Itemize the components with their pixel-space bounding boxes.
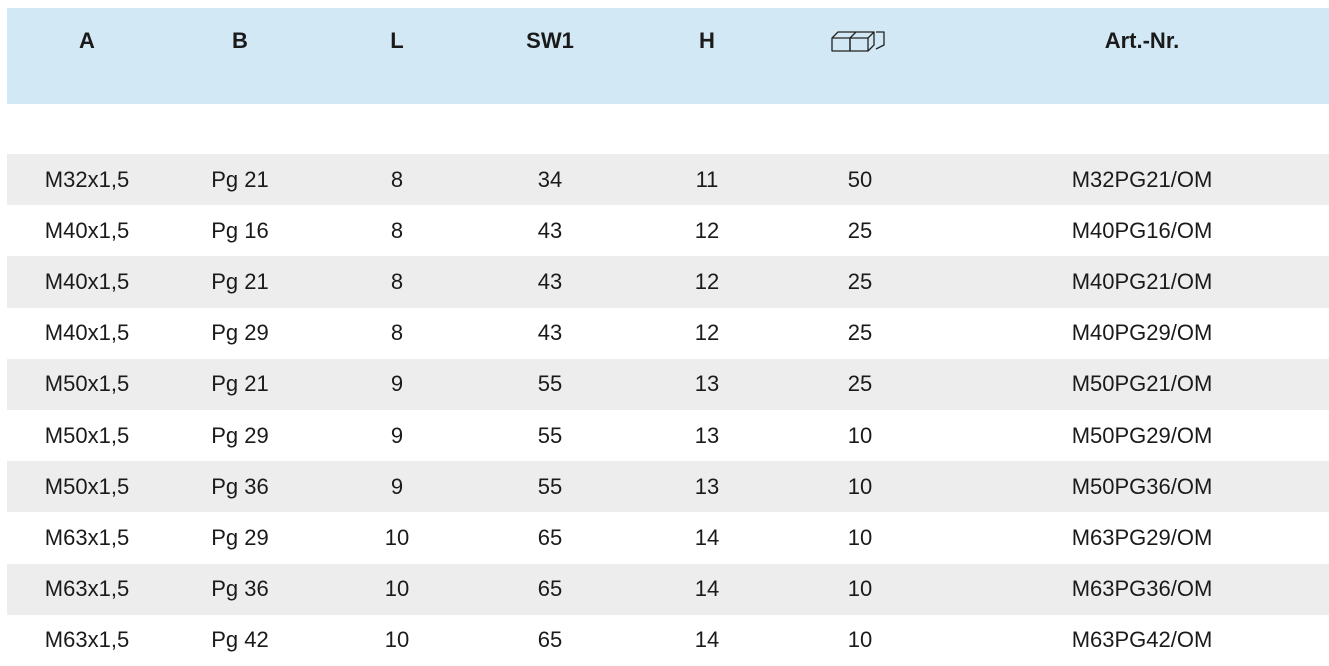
cell-sw1: 65 xyxy=(537,627,563,653)
cell-a: M63x1,5 xyxy=(44,627,130,653)
cell-l: 10 xyxy=(384,576,410,602)
cell-art-nr: M40PG29/OM xyxy=(1071,320,1213,346)
cell-qty: 10 xyxy=(847,627,873,653)
cell-sw1: 55 xyxy=(537,422,563,448)
cell-art-nr: M63PG29/OM xyxy=(1071,524,1213,550)
cell-qty: 50 xyxy=(847,166,873,192)
cell-a: M40x1,5 xyxy=(44,320,130,346)
cell-h: 12 xyxy=(694,320,720,346)
table-body xyxy=(7,154,1329,666)
cell-h: 13 xyxy=(694,473,720,499)
table-row xyxy=(7,564,1329,615)
table-row xyxy=(7,308,1329,359)
cell-b: Pg 21 xyxy=(211,268,269,294)
table-row xyxy=(7,615,1329,666)
package-box-icon xyxy=(830,29,890,60)
cell-b: Pg 29 xyxy=(211,524,269,550)
cell-l: 9 xyxy=(390,371,404,397)
column-header-art-nr: Art.-Nr. xyxy=(1104,28,1180,53)
cell-a: M40x1,5 xyxy=(44,217,130,243)
cell-sw1: 34 xyxy=(537,166,563,192)
column-header-h: H xyxy=(699,28,715,53)
cell-l: 10 xyxy=(384,524,410,550)
cell-a: M40x1,5 xyxy=(44,268,130,294)
cell-sw1: 43 xyxy=(537,217,563,243)
cell-sw1: 55 xyxy=(537,371,563,397)
cell-art-nr: M32PG21/OM xyxy=(1071,166,1213,192)
cell-art-nr: M63PG36/OM xyxy=(1071,576,1213,602)
table-row xyxy=(7,256,1329,307)
cell-l: 8 xyxy=(390,320,404,346)
cell-art-nr: M50PG36/OM xyxy=(1071,473,1213,499)
cell-l: 8 xyxy=(390,268,404,294)
cell-art-nr: M40PG16/OM xyxy=(1071,217,1213,243)
cell-h: 12 xyxy=(694,268,720,294)
column-header-l: L xyxy=(390,28,404,53)
cell-qty: 10 xyxy=(847,473,873,499)
cell-sw1: 65 xyxy=(537,524,563,550)
cell-art-nr: M40PG21/OM xyxy=(1071,268,1213,294)
cell-qty: 25 xyxy=(847,371,873,397)
cell-sw1: 55 xyxy=(537,473,563,499)
cell-h: 14 xyxy=(694,524,720,550)
cell-l: 8 xyxy=(390,217,404,243)
cell-a: M50x1,5 xyxy=(44,422,130,448)
column-header-a: A xyxy=(79,28,95,53)
cell-h: 12 xyxy=(694,217,720,243)
cell-sw1: 43 xyxy=(537,320,563,346)
cell-qty: 10 xyxy=(847,422,873,448)
cell-b: Pg 42 xyxy=(211,627,269,653)
cell-h: 11 xyxy=(695,166,719,192)
cell-b: Pg 21 xyxy=(211,166,269,192)
cell-a: M50x1,5 xyxy=(44,473,130,499)
cell-h: 14 xyxy=(694,576,720,602)
cell-h: 13 xyxy=(694,422,720,448)
cell-sw1: 65 xyxy=(537,576,563,602)
table-row xyxy=(7,461,1329,512)
cell-b: Pg 21 xyxy=(211,371,269,397)
cell-art-nr: M63PG42/OM xyxy=(1071,627,1213,653)
cell-l: 8 xyxy=(390,166,404,192)
cell-a: M50x1,5 xyxy=(44,371,130,397)
table-row xyxy=(7,154,1329,205)
cell-b: Pg 36 xyxy=(211,473,269,499)
cell-art-nr: M50PG21/OM xyxy=(1071,371,1213,397)
cell-art-nr: M50PG29/OM xyxy=(1071,422,1213,448)
cell-sw1: 43 xyxy=(537,268,563,294)
cell-l: 9 xyxy=(390,422,404,448)
table-row xyxy=(7,205,1329,256)
table-header xyxy=(7,8,1329,104)
column-header-sw1: SW1 xyxy=(526,28,574,53)
table-row xyxy=(7,359,1329,410)
cell-h: 13 xyxy=(694,371,720,397)
cell-l: 10 xyxy=(384,627,410,653)
cell-a: M32x1,5 xyxy=(44,166,130,192)
cell-qty: 25 xyxy=(847,320,873,346)
cell-h: 14 xyxy=(694,627,720,653)
cell-b: Pg 29 xyxy=(211,320,269,346)
cell-qty: 25 xyxy=(847,268,873,294)
cell-qty: 25 xyxy=(847,217,873,243)
cell-qty: 10 xyxy=(847,524,873,550)
cell-b: Pg 16 xyxy=(211,217,269,243)
cell-a: M63x1,5 xyxy=(44,524,130,550)
table-row xyxy=(7,410,1329,461)
column-header-b: B xyxy=(232,28,248,53)
cell-a: M63x1,5 xyxy=(44,576,130,602)
cell-b: Pg 36 xyxy=(211,576,269,602)
package-box-icon xyxy=(830,29,890,55)
cell-l: 9 xyxy=(390,473,404,499)
cell-b: Pg 29 xyxy=(211,422,269,448)
table-row xyxy=(7,512,1329,563)
cell-qty: 10 xyxy=(847,576,873,602)
